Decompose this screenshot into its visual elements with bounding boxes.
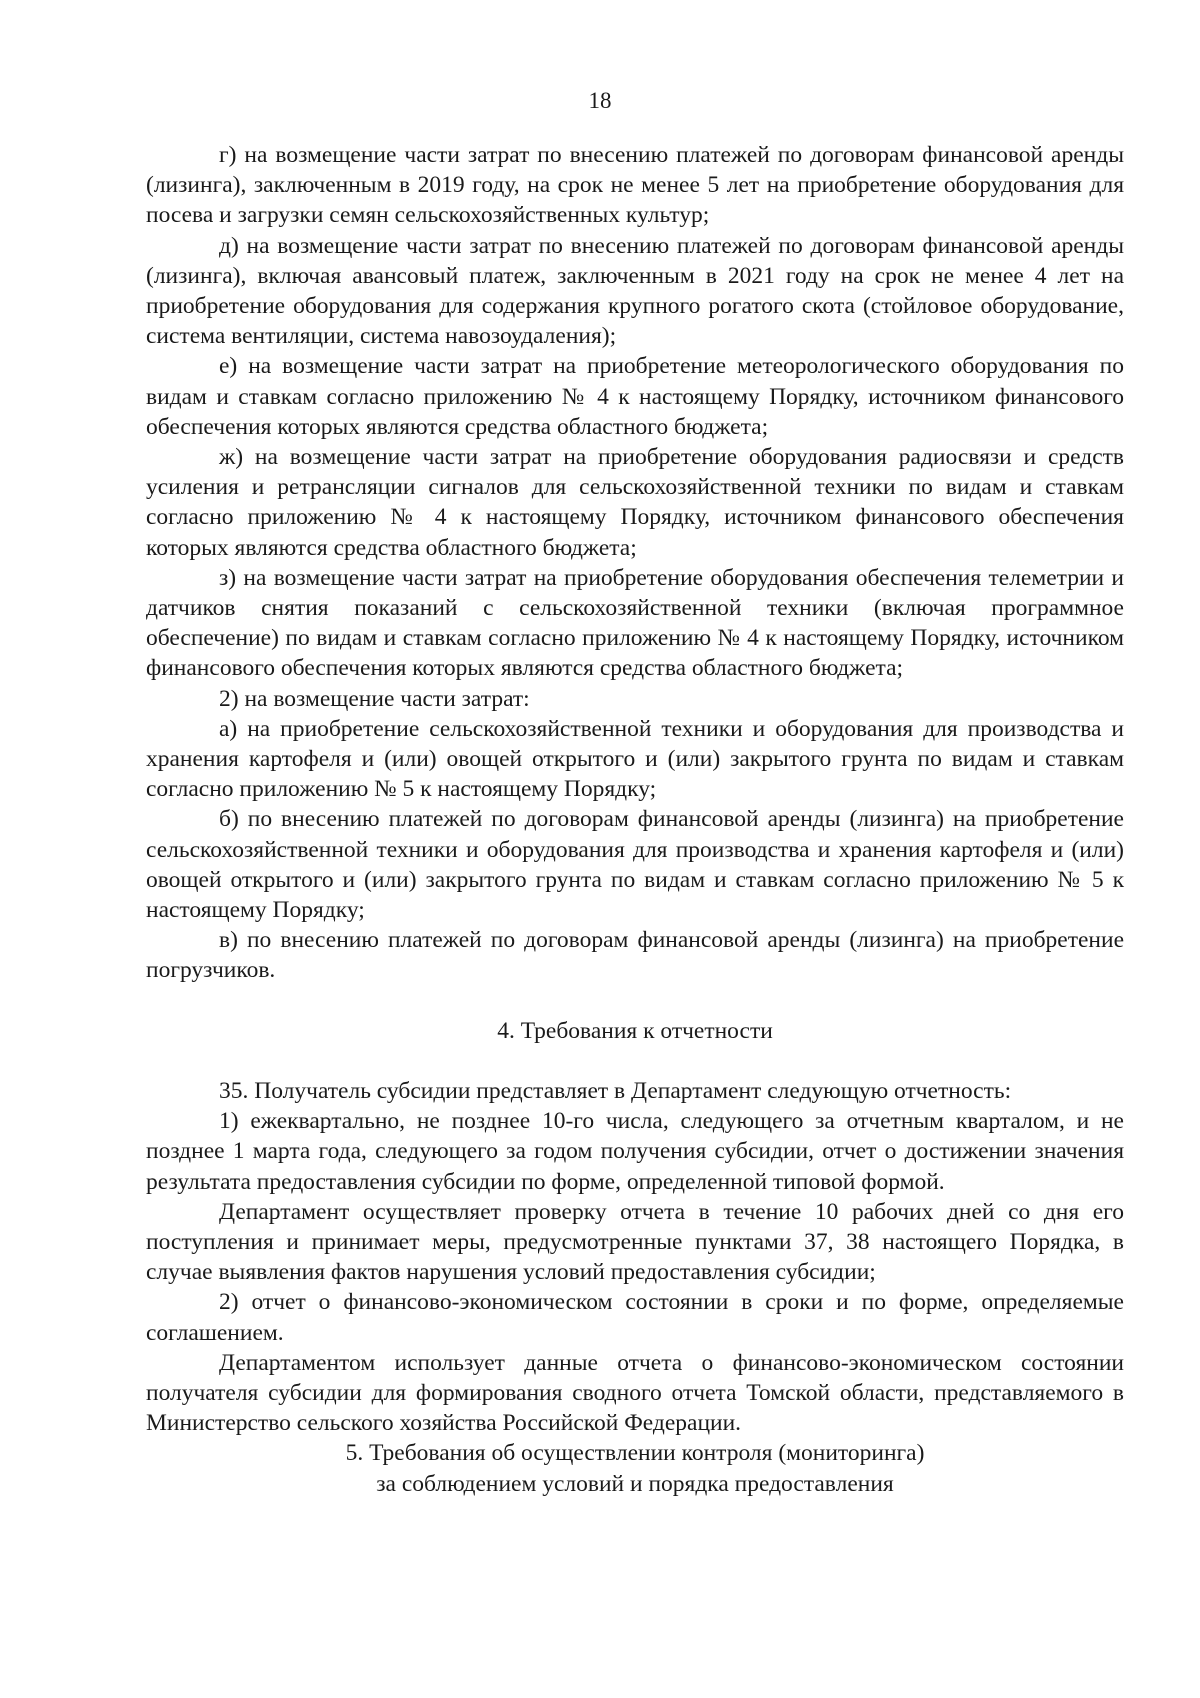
paragraph-zh: ж) на возмещение части затрат на приобретение оборудования радиосвязи и средств усиления и ретрансляции сигналов для сельскохозяйственной техники по видам и ставкам согласно приложению № 4 к настоящему Порядку, источником финансового обеспечения которых являются средства областного бюджета;: [146, 444, 1124, 561]
paragraph-35-1: 1) ежеквартально, не позднее 10-го числа, следующего за отчетным кварталом, и не позднее 1 марта года, следующего за годом получения субсидии, отчет о достижении значения результата предоставления субсидии по форме, определенной типовой формой.: [146, 1108, 1124, 1195]
section-5-heading-line-2: за соблюдением условий и порядка предоставления: [376, 1470, 894, 1497]
section-5-heading-line-1: 5. Требования об осуществлении контроля (мониторинга): [345, 1440, 925, 1467]
paragraph-item-2: 2) на возмещение части затрат:: [219, 685, 530, 712]
paragraph-d: д) на возмещение части затрат по внесению платежей по договорам финансовой аренды (лизинга), включая авансовый платеж, заключенным в 2021 году на срок не менее 4 лет на приобретение оборудования для содержания крупного рогатого скота (стойловое оборудование, система вентиляции, система навозоудаления);: [146, 232, 1124, 350]
paragraph-35-2: 2) отчет о финансово-экономическом состоянии в сроки и по форме, определяемые соглашением.: [146, 1289, 1124, 1346]
paragraph-35: 35. Получатель субсидии представляет в Департамент следующую отчетность:: [219, 1077, 1012, 1104]
paragraph-z: з) на возмещение части затрат на приобретение оборудования обеспечения телеметрии и датчиков снятия показаний с сельскохозяйственной техники (включая программное обеспечение) по видам и ставкам согласно приложению № 4 к настоящему Порядку, источником финансового обеспечения которых являются средства областного бюджета;: [146, 564, 1124, 682]
paragraph-2a: а) на приобретение сельскохозяйственной техники и оборудования для производства и хранения картофеля и (или) овощей открытого и (или) закрытого грунта по видам и ставкам согласно приложению № 5 к настоящему Порядку;: [146, 715, 1124, 803]
section-4-heading: 4. Требования к отчетности: [497, 1017, 773, 1044]
paragraph-g: г) на возмещение части затрат по внесению платежей по договорам финансовой аренды (лизинга), заключенным в 2019 году, на срок не менее 5 лет на приобретение оборудования для посева и загрузки семян сельскохозяйственных культур;: [146, 142, 1124, 229]
document-body: [146, 140, 1124, 1499]
spacer: [146, 1046, 1124, 1076]
paragraph-2b: б) по внесению платежей по договорам финансовой аренды (лизинга) на приобретение сельскохозяйственной техники и оборудования для производства и хранения картофеля и (или) овощей открытого и (или) закрытого грунта по видам и ставкам согласно приложению № 5 к настоящему Порядку;: [146, 806, 1124, 924]
paragraph-department-check: Департамент осуществляет проверку отчета в течение 10 рабочих дней со дня его поступления и принимает меры, предусмотренные пунктами 37, 38 настоящего Порядка, в случае выявления фактов нарушения условий предоставления субсидии;: [146, 1198, 1124, 1286]
paragraph-department-uses: Департаментом использует данные отчета о финансово-экономическом состоянии получателя субсидии для формирования сводного отчета Томской области, представляемого в Министерство сельского хозяйства Российской Федерации.: [146, 1349, 1124, 1437]
paragraph-e: е) на возмещение части затрат на приобретение метеорологического оборудования по видам и ставкам согласно приложению № 4 к настоящему Порядку, источником финансового обеспечения которых являются средства областного бюджета;: [146, 353, 1124, 440]
page-number: 18: [588, 88, 612, 113]
paragraph-2v: в) по внесению платежей по договорам финансовой аренды (лизинга) на приобретение погрузчиков.: [146, 927, 1124, 984]
spacer: [146, 986, 1124, 1016]
